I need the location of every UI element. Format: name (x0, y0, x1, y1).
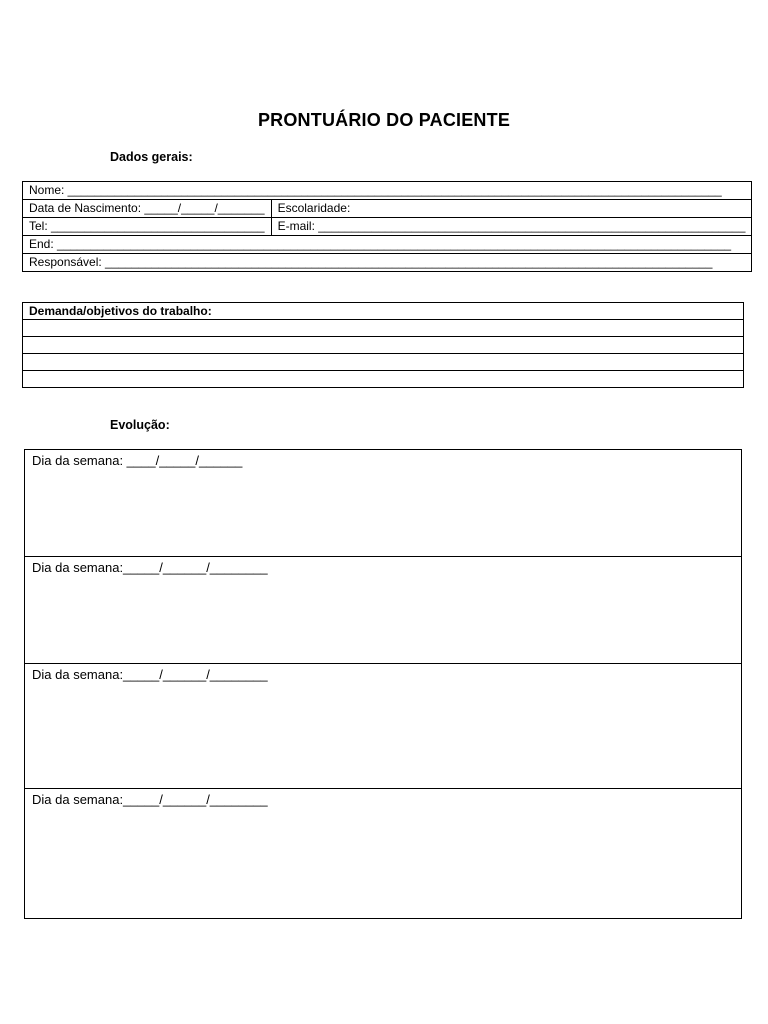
tel-field[interactable]: Tel: ________________________________ (23, 218, 272, 236)
demanda-line-1[interactable] (23, 320, 744, 337)
table-row (25, 557, 742, 664)
demanda-header: Demanda/objetivos do trabalho: (23, 303, 744, 320)
table-row (23, 218, 752, 236)
table-row (25, 789, 742, 919)
demanda-line-3[interactable] (23, 354, 744, 371)
page-title: PRONTUÁRIO DO PACIENTE (257, 110, 511, 130)
table-row (23, 354, 744, 371)
table-row (25, 664, 742, 789)
evolucao-table (24, 449, 742, 919)
evolucao-entry-1[interactable]: Dia da semana: ____/_____/______ (25, 450, 742, 557)
table-row (23, 371, 744, 388)
demanda-line-2[interactable] (23, 337, 744, 354)
table-row (23, 254, 752, 272)
table-row (23, 337, 744, 354)
demanda-table (22, 302, 744, 388)
table-row (23, 320, 744, 337)
escolaridade-field[interactable]: Escolaridade: (271, 200, 752, 218)
table-row (23, 182, 752, 200)
email-field[interactable]: E-mail: ________________________________________________________________ (271, 218, 752, 236)
endereco-field[interactable]: End: _____________________________________________________________________________________________________ (23, 236, 752, 254)
nome-field[interactable]: Nome: __________________________________________________________________________________________________ (23, 182, 752, 200)
evolucao-entry-2[interactable]: Dia da semana:_____/______/________ (25, 557, 742, 664)
table-row (23, 200, 752, 218)
dados-gerais-heading: Dados gerais: (110, 150, 193, 164)
table-row (23, 303, 744, 320)
responsavel-field[interactable]: Responsável: ___________________________________________________________________________________________ (23, 254, 752, 272)
evolucao-heading: Evolução: (110, 418, 170, 432)
table-row (25, 450, 742, 557)
dados-gerais-table (22, 181, 752, 272)
table-row (23, 236, 752, 254)
evolucao-entry-4[interactable]: Dia da semana:_____/______/________ (25, 789, 742, 919)
evolucao-entry-3[interactable]: Dia da semana:_____/______/________ (25, 664, 742, 789)
demanda-line-4[interactable] (23, 371, 744, 388)
data-nascimento-field[interactable]: Data de Nascimento: _____/_____/_______ (23, 200, 272, 218)
